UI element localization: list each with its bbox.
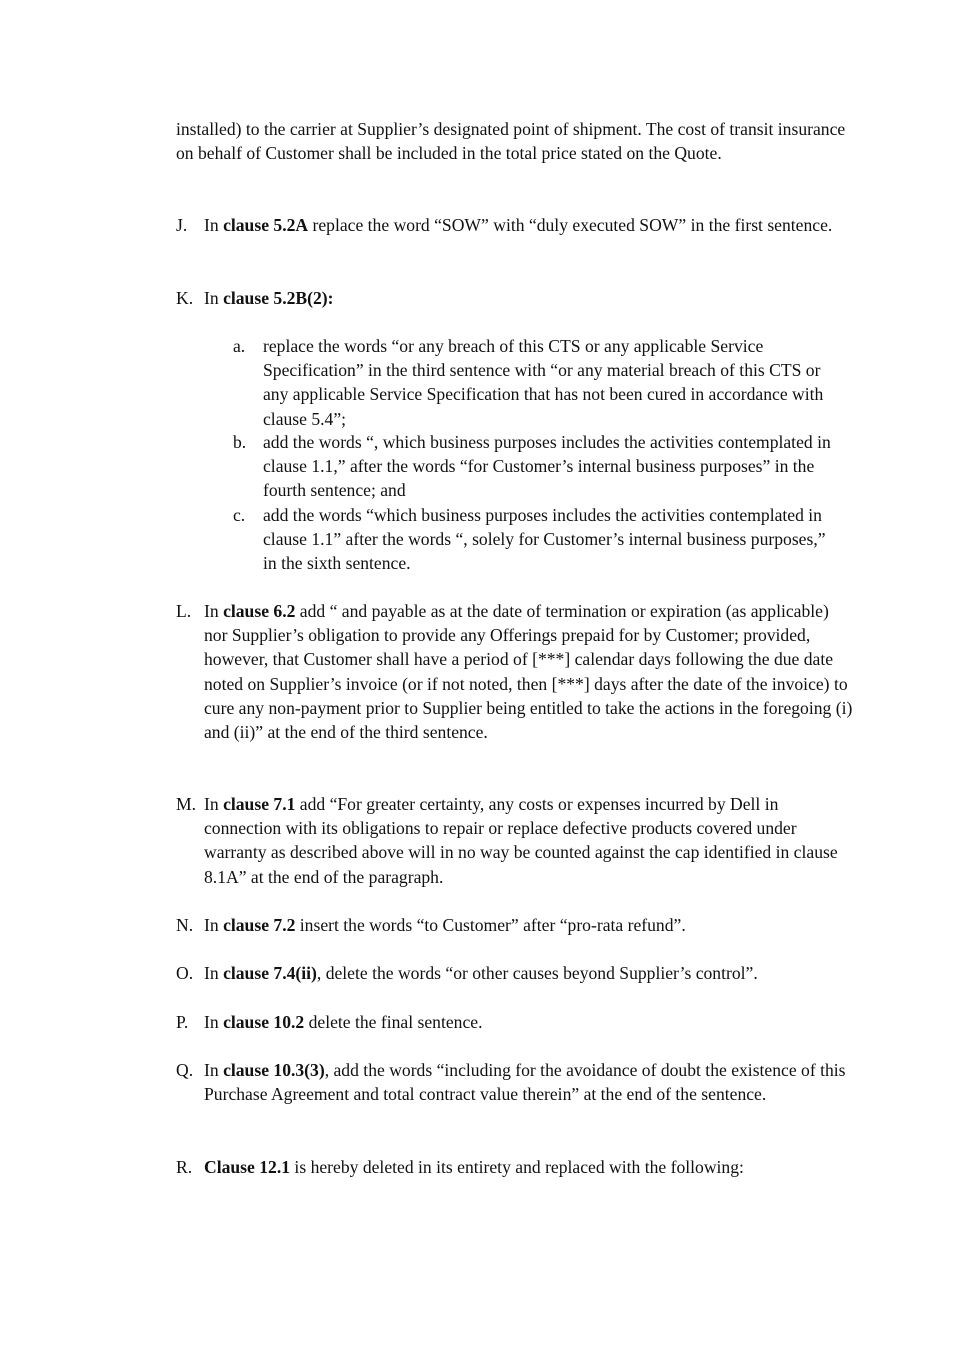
subitem-a [233,334,833,431]
item-text: In clause 6.2 add “ and payable as at the date of termination or expiration (as applicable) nor Supplier’s obligation to provide any Offerings prepaid for by Customer; provided, however, that Customer shall have a period of [***] calendar days following the due date noted on Supplier’s invoice (or if not noted, then [***] days after the date of the invoice) to cure any non-payment prior to Supplier being entitled to take the actions in the foregoing (i) and (ii)” at the end of the third sentence. [204,601,853,743]
subitem-label: a. [233,336,246,356]
clause-ref: clause 10.3(3) [223,1060,325,1080]
clause-ref: clause 10.2 [223,1012,305,1032]
subitem-text: add the words “which business purposes includes the activities contemplated in clause 1.1” after the words “, solely for Customer’s internal business purposes,” in the sixth sentence. [263,505,826,574]
subitem-b [233,430,833,503]
item-text: In clause 7.4(ii), delete the words “or other causes beyond Supplier’s control”. [204,963,758,983]
item-text: In clause 7.1 add “For greater certainty, any costs or expenses incurred by Dell in connection with its obligations to repair or replace defective products covered under warranty as described above will in no way be counted against the cap identified in clause 8.1A” at the end of the paragraph. [204,794,838,887]
item-n [176,913,856,937]
item-l [176,599,856,744]
subitem-text: add the words “, which business purposes includes the activities contemplated in clause 1.1,” after the words “for Customer’s internal business purposes” in the fourth sentence; and [263,432,831,501]
item-p [176,1010,856,1034]
item-text: In clause 10.3(3), add the words “including for the avoidance of doubt the existence of this Purchase Agreement and total contract value therein” at the end of the sentence. [204,1060,846,1105]
item-label: K. [176,288,194,308]
item-text: In clause 10.2 delete the final sentence. [204,1012,483,1032]
clause-ref: clause 7.2 [223,915,296,935]
item-text: In clause 5.2A replace the word “SOW” with “duly executed SOW” in the first sentence. [204,215,833,235]
item-label: J. [176,215,188,235]
subitem-label: b. [233,432,247,452]
item-label: L. [176,601,192,621]
intro-paragraph: installed) to the carrier at Supplier’s designated point of shipment. The cost of transit insurance on behalf of Customer shall be included in the total price stated on the Quote. [176,119,846,164]
clause-ref: clause 5.2A [223,215,309,235]
clause-ref: clause 7.4(ii) [223,963,317,983]
subitem-c [233,503,833,576]
item-label: M. [176,794,197,814]
item-k [176,286,856,310]
item-text: Clause 12.1 is hereby deleted in its entirety and replaced with the following: [204,1157,744,1177]
item-r [176,1155,856,1179]
clause-ref: Clause 12.1 [204,1157,291,1177]
clause-ref: clause 5.2B(2): [223,288,334,308]
item-label: N. [176,915,194,935]
item-label: R. [176,1157,193,1177]
item-m [176,792,856,889]
item-o [176,961,856,985]
item-label: Q. [176,1060,194,1080]
subitem-text: replace the words “or any breach of this CTS or any applicable Service Specification” in the third sentence with “or any material breach of this CTS or any applicable Service Specification that has not been cured in accordance with clause 5.4”; [263,336,824,429]
item-j [176,213,856,237]
item-text: In clause 7.2 insert the words “to Customer” after “pro-rata refund”. [204,915,686,935]
item-q [176,1058,856,1106]
item-text: In clause 5.2B(2): [204,288,334,308]
subitem-label: c. [233,505,246,525]
item-label: O. [176,963,194,983]
clause-ref: clause 6.2 [223,601,296,621]
item-label: P. [176,1012,189,1032]
clause-ref: clause 7.1 [223,794,296,814]
